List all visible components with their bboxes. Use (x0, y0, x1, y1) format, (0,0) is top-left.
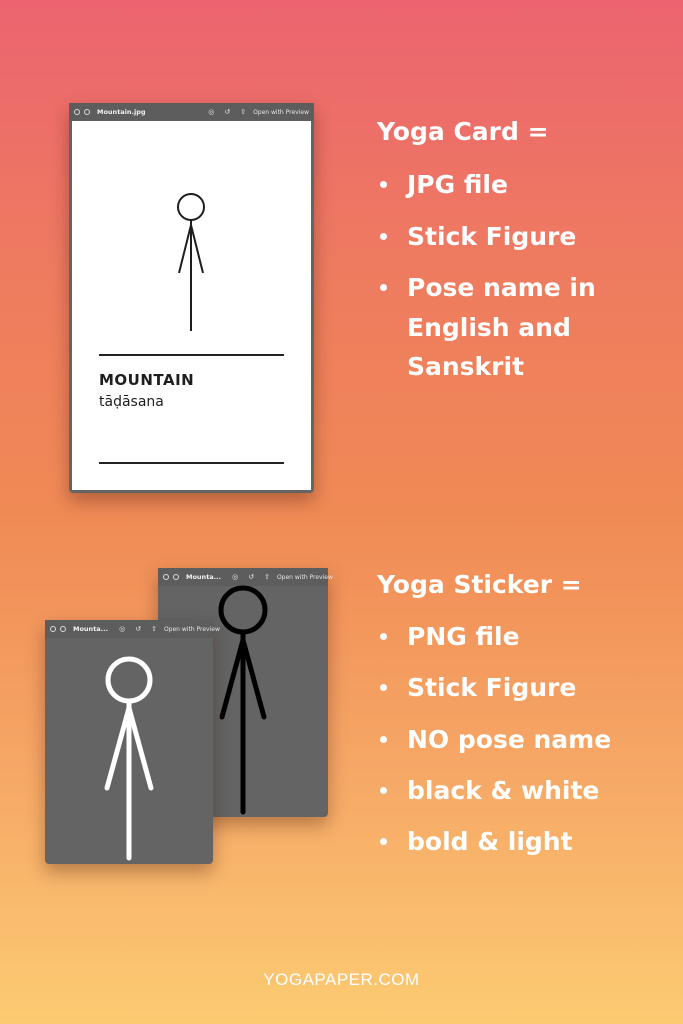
fullscreen-icon[interactable] (60, 626, 66, 632)
card-bullet-jpg: JPG file (377, 165, 508, 205)
mountain-stick-figure (72, 121, 311, 490)
sticker-white-filename: Mounta... (73, 625, 109, 633)
markup-icon[interactable]: ◎ (208, 108, 215, 116)
rotate-icon[interactable]: ↺ (224, 108, 231, 116)
share-icon[interactable]: ⇧ (240, 108, 247, 116)
open-with-preview-button[interactable]: Open with Preview (253, 108, 309, 116)
card-bottom-rule (99, 462, 284, 464)
pose-name-sanskrit: tāḍāsana (99, 394, 164, 410)
card-top-rule (99, 354, 284, 356)
rotate-icon[interactable]: ↺ (135, 625, 142, 633)
card-bullet-pose-name: Pose name in (377, 268, 596, 308)
open-with-preview-button[interactable]: Open with Preview (276, 573, 333, 581)
share-icon[interactable]: ⇧ (151, 625, 157, 633)
card-window-titlebar (69, 103, 314, 121)
card-bullet-pose-name-line3: Sanskrit (407, 352, 525, 381)
markup-icon[interactable]: ◎ (232, 573, 239, 581)
pose-name-english: MOUNTAIN (99, 371, 195, 389)
sticker-bullet-no-pose-name: NO pose name (377, 720, 611, 760)
sticker-white-quicklook-window (45, 620, 220, 864)
card-window-filename: Mountain.jpg (97, 108, 146, 116)
close-icon[interactable] (163, 574, 169, 580)
card-bullet-stick-figure: Stick Figure (377, 217, 576, 257)
sticker-white-titlebar (45, 620, 220, 638)
sticker-black-titlebar (158, 568, 333, 586)
markup-icon[interactable]: ◎ (119, 625, 126, 633)
sticker-bullet-bold-light: bold & light (377, 822, 573, 862)
fullscreen-icon[interactable] (173, 574, 179, 580)
fullscreen-icon[interactable] (84, 109, 90, 115)
yoga-card-image (72, 121, 311, 490)
share-icon[interactable]: ⇧ (264, 573, 270, 581)
sticker-bullet-stick-figure: Stick Figure (377, 668, 576, 708)
site-footer-link[interactable]: YOGAPAPER.COM (263, 970, 420, 989)
close-icon[interactable] (50, 626, 56, 632)
white-stick-figure (45, 638, 213, 864)
sticker-bullet-black-white: black & white (377, 771, 599, 811)
card-quicklook-window (69, 103, 314, 493)
sticker-black-filename: Mounta... (186, 573, 222, 581)
sticker-bullet-png: PNG file (377, 617, 520, 657)
close-icon[interactable] (74, 109, 80, 115)
card-bullet-pose-name-line2: English and (407, 313, 571, 342)
card-info-heading: Yoga Card = (377, 117, 549, 146)
sticker-info-heading: Yoga Sticker = (377, 570, 582, 599)
sticker-white-image (45, 638, 213, 864)
rotate-icon[interactable]: ↺ (248, 573, 255, 581)
open-with-preview-button[interactable]: Open with Preview (163, 625, 220, 633)
